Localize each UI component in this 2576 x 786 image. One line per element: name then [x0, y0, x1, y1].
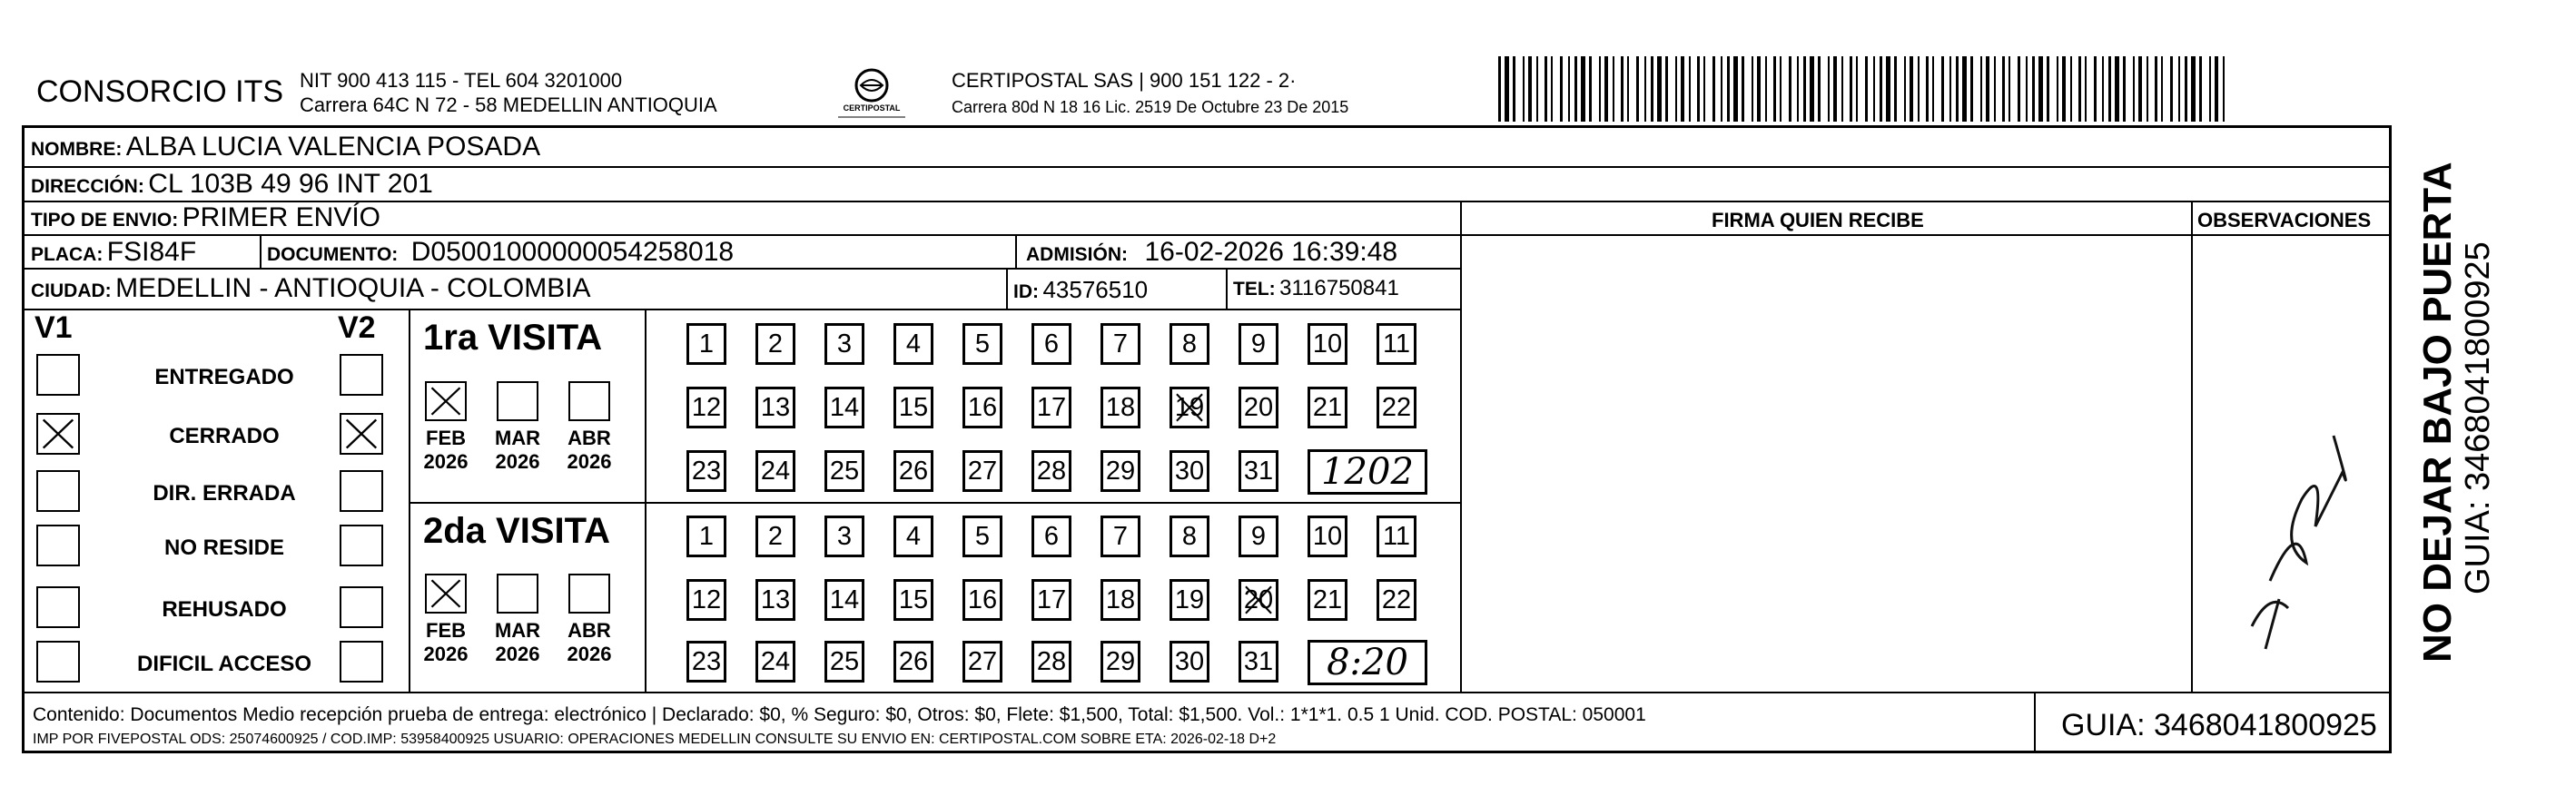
logo-text: CERTIPOSTAL	[843, 103, 901, 113]
day-box[interactable]: 13	[755, 387, 795, 428]
v1-checkbox[interactable]	[36, 641, 80, 683]
nombre-value: ALBA LUCIA VALENCIA POSADA	[125, 132, 541, 162]
first-visit-title: 1ra VISITA	[423, 318, 603, 358]
tel-value: 3116750841	[1279, 276, 1399, 300]
v2-checkbox[interactable]	[340, 641, 383, 683]
direccion-row	[31, 169, 433, 200]
day-box[interactable]: 23	[686, 450, 726, 492]
v1-checkbox[interactable]	[36, 354, 80, 396]
divider	[1226, 268, 1228, 309]
second-visit-handwritten-time: 8:20	[1308, 640, 1427, 685]
observaciones-header: OBSERVACIONES	[2197, 209, 2372, 231]
day-box[interactable]: 10	[1308, 516, 1347, 557]
v2-checkbox[interactable]	[340, 470, 383, 512]
id-cell	[1013, 276, 1148, 304]
id-value: 43576510	[1042, 276, 1149, 303]
divider	[1015, 234, 1017, 268]
month-name: FEB	[426, 427, 466, 449]
v2-checkbox[interactable]	[340, 354, 383, 396]
company-address: Carrera 64C N 72 - 58 MEDELLIN ANTIOQUIA	[300, 93, 717, 116]
day-box[interactable]: 22	[1377, 579, 1416, 621]
day-box[interactable]: 30	[1170, 641, 1209, 683]
admision-value: 16-02-2026 16:39:48	[1144, 237, 1398, 267]
day-box[interactable]: 14	[824, 579, 864, 621]
placa-label: PLACA:	[31, 244, 104, 265]
month-year: 2026	[423, 450, 469, 473]
day-box[interactable]: 8	[1170, 516, 1209, 557]
ciudad-value: MEDELLIN - ANTIOQUIA - COLOMBIA	[115, 273, 591, 303]
ciudad-cell	[31, 273, 591, 304]
day-box[interactable]: 20	[1239, 579, 1278, 621]
month-year: 2026	[423, 643, 469, 665]
month-year: 2026	[567, 450, 612, 473]
day-box[interactable]: 1	[686, 516, 726, 557]
month-checkbox[interactable]	[497, 574, 538, 614]
placa-cell	[31, 237, 196, 268]
v1-checkbox[interactable]	[36, 413, 80, 455]
month-name: ABR	[568, 619, 611, 642]
day-box[interactable]: 17	[1031, 387, 1071, 428]
month-name: FEB	[426, 619, 466, 642]
day-box[interactable]: 9	[1239, 516, 1278, 557]
tipo-label: TIPO DE ENVIO:	[31, 210, 179, 231]
signature	[2216, 381, 2379, 653]
day-box[interactable]: 6	[1031, 323, 1071, 365]
divider	[1460, 234, 2392, 236]
direccion-label: DIRECCIÓN:	[31, 176, 144, 197]
day-box[interactable]: 29	[1100, 641, 1140, 683]
month-checkbox[interactable]	[568, 574, 610, 614]
barcode	[1498, 56, 2225, 122]
day-box[interactable]: 5	[962, 516, 1002, 557]
status-label: REHUSADO	[162, 597, 287, 622]
day-box[interactable]: 14	[824, 387, 864, 428]
divider	[409, 309, 410, 692]
nombre-label: NOMBRE:	[31, 139, 123, 160]
month-checkbox[interactable]	[425, 381, 467, 421]
day-box[interactable]: 4	[893, 516, 933, 557]
day-box[interactable]: 29	[1100, 450, 1140, 492]
day-box[interactable]: 8	[1170, 323, 1209, 365]
divider	[22, 692, 2392, 693]
day-box[interactable]: 19	[1170, 387, 1209, 428]
divider	[1006, 268, 1008, 309]
guia-number: GUIA: 3468041800925	[2061, 708, 2377, 742]
day-box[interactable]: 10	[1308, 323, 1347, 365]
day-box[interactable]: 11	[1377, 323, 1416, 365]
v2-checkbox[interactable]	[340, 586, 383, 628]
month-checkbox[interactable]	[425, 574, 467, 614]
second-visit-title: 2da VISITA	[423, 511, 610, 551]
day-box[interactable]: 16	[962, 387, 1002, 428]
month-year: 2026	[495, 450, 540, 473]
documento-value: D05001000000054258018	[410, 237, 735, 267]
day-box[interactable]: 23	[686, 641, 726, 683]
day-box[interactable]: 12	[686, 579, 726, 621]
v1-header: V1	[35, 310, 73, 345]
certipostal-logo	[831, 65, 913, 122]
month-label	[490, 619, 545, 666]
day-box[interactable]: 24	[755, 641, 795, 683]
day-box[interactable]: 5	[962, 323, 1002, 365]
tipo-value: PRIMER ENVÍO	[182, 202, 381, 232]
divider	[2191, 201, 2193, 692]
placa-value: FSI84F	[106, 237, 197, 267]
status-label: CERRADO	[169, 424, 280, 448]
divider	[22, 234, 1461, 236]
documento-label: DOCUMENTO:	[267, 244, 399, 265]
tel-cell	[1233, 276, 1399, 301]
divider	[22, 166, 2392, 168]
print-details: IMP POR FIVEPOSTAL ODS: 25074600925 / COD.IMP: 53958400925 USUARIO: OPERACIONES MEDELLIN CONSULTE SU ENVIO EN: CERTIPOSTAL.COM SOBRE ETA: 2026-02-18 D+2	[33, 732, 1277, 747]
divider	[22, 309, 1461, 310]
month-name: MAR	[494, 619, 541, 642]
day-box[interactable]: 3	[824, 323, 864, 365]
month-label	[562, 427, 617, 474]
carrier-address: Carrera 80d N 18 16 Lic. 2519 De Octubre 23 De 2015	[952, 98, 1349, 116]
day-box[interactable]: 21	[1308, 579, 1347, 621]
warning-text: NO DEJAR BAJO PUERTA	[2415, 162, 2460, 663]
month-checkbox[interactable]	[497, 381, 538, 421]
day-box[interactable]: 12	[686, 387, 726, 428]
tel-label: TEL:	[1233, 279, 1276, 300]
day-box[interactable]: 7	[1100, 323, 1140, 365]
tipo-row	[31, 202, 380, 233]
divider	[1460, 201, 1462, 692]
day-box[interactable]: 18	[1100, 387, 1140, 428]
day-box[interactable]: 26	[893, 450, 933, 492]
month-year: 2026	[567, 643, 612, 665]
v2-header: V2	[338, 310, 376, 345]
day-box[interactable]: 20	[1239, 387, 1278, 428]
day-box[interactable]: 15	[893, 579, 933, 621]
day-box[interactable]: 4	[893, 323, 933, 365]
month-label	[562, 619, 617, 666]
v2-checkbox[interactable]	[340, 413, 383, 455]
direccion-value: CL 103B 49 96 INT 201	[148, 169, 433, 199]
admision-label: ADMISIÓN:	[1026, 244, 1128, 265]
day-box[interactable]: 9	[1239, 323, 1278, 365]
carrier-info: CERTIPOSTAL SAS | 900 151 122 - 2·	[952, 69, 1297, 92]
day-box[interactable]: 7	[1100, 516, 1140, 557]
day-box[interactable]: 30	[1170, 450, 1209, 492]
v1-checkbox[interactable]	[36, 586, 80, 628]
day-box[interactable]: 6	[1031, 516, 1071, 557]
month-checkbox[interactable]	[568, 381, 610, 421]
admision-cell	[1026, 237, 1397, 268]
nombre-row	[31, 132, 540, 162]
documento-cell	[267, 237, 734, 268]
month-label	[490, 427, 545, 474]
day-box[interactable]: 1	[686, 323, 726, 365]
day-box[interactable]: 2	[755, 323, 795, 365]
status-label: DIFICIL ACCESO	[136, 652, 311, 676]
status-label: NO RESIDE	[163, 535, 285, 560]
first-visit-handwritten-time: 1202	[1308, 449, 1427, 495]
month-name: ABR	[568, 427, 611, 449]
divider	[22, 268, 1461, 270]
day-box[interactable]: 27	[962, 641, 1002, 683]
day-box[interactable]: 25	[824, 450, 864, 492]
day-box[interactable]: 17	[1031, 579, 1071, 621]
day-box[interactable]: 26	[893, 641, 933, 683]
company-nit: NIT 900 413 115 - TEL 604 3201000	[300, 69, 623, 92]
v1-checkbox[interactable]	[36, 525, 80, 566]
divider	[645, 309, 646, 692]
v1-checkbox[interactable]	[36, 470, 80, 512]
day-box[interactable]: 25	[824, 641, 864, 683]
month-label	[419, 427, 473, 474]
day-box[interactable]: 2	[755, 516, 795, 557]
day-box[interactable]: 11	[1377, 516, 1416, 557]
status-label: ENTREGADO	[154, 365, 294, 389]
day-box[interactable]: 15	[893, 387, 933, 428]
status-label: DIR. ERRADA	[153, 481, 296, 506]
day-box[interactable]: 19	[1170, 579, 1209, 621]
ciudad-label: CIUDAD:	[31, 280, 112, 301]
day-box[interactable]: 27	[962, 450, 1002, 492]
day-box[interactable]: 18	[1100, 579, 1140, 621]
day-box[interactable]: 31	[1239, 641, 1278, 683]
day-box[interactable]: 28	[1031, 450, 1071, 492]
day-box[interactable]: 28	[1031, 641, 1071, 683]
day-box[interactable]: 3	[824, 516, 864, 557]
day-box[interactable]: 22	[1377, 387, 1416, 428]
month-name: MAR	[494, 427, 541, 449]
side-guia: GUIA: 3468041800925	[2459, 241, 2497, 594]
day-box[interactable]: 16	[962, 579, 1002, 621]
day-box[interactable]: 24	[755, 450, 795, 492]
month-label	[419, 619, 473, 666]
id-label: ID:	[1013, 281, 1039, 302]
day-box[interactable]: 31	[1239, 450, 1278, 492]
v2-checkbox[interactable]	[340, 525, 383, 566]
firma-header: FIRMA QUIEN RECIBE	[1712, 209, 1924, 231]
month-year: 2026	[495, 643, 540, 665]
company-name: CONSORCIO ITS	[36, 74, 284, 109]
divider	[409, 502, 1460, 504]
content-details: Contenido: Documentos Medio recepción prueba de entrega: electrónico | Declarado: $0, % Seguro: $0, Otros: $0, Flete: $1,500, Total: $1,500. Vol.: 1*1*1. 0.5 1 Unid. COD. POSTAL: 050001	[33, 704, 1646, 725]
day-box[interactable]: 21	[1308, 387, 1347, 428]
divider	[2034, 692, 2036, 753]
day-box[interactable]: 13	[755, 579, 795, 621]
divider	[260, 234, 262, 268]
